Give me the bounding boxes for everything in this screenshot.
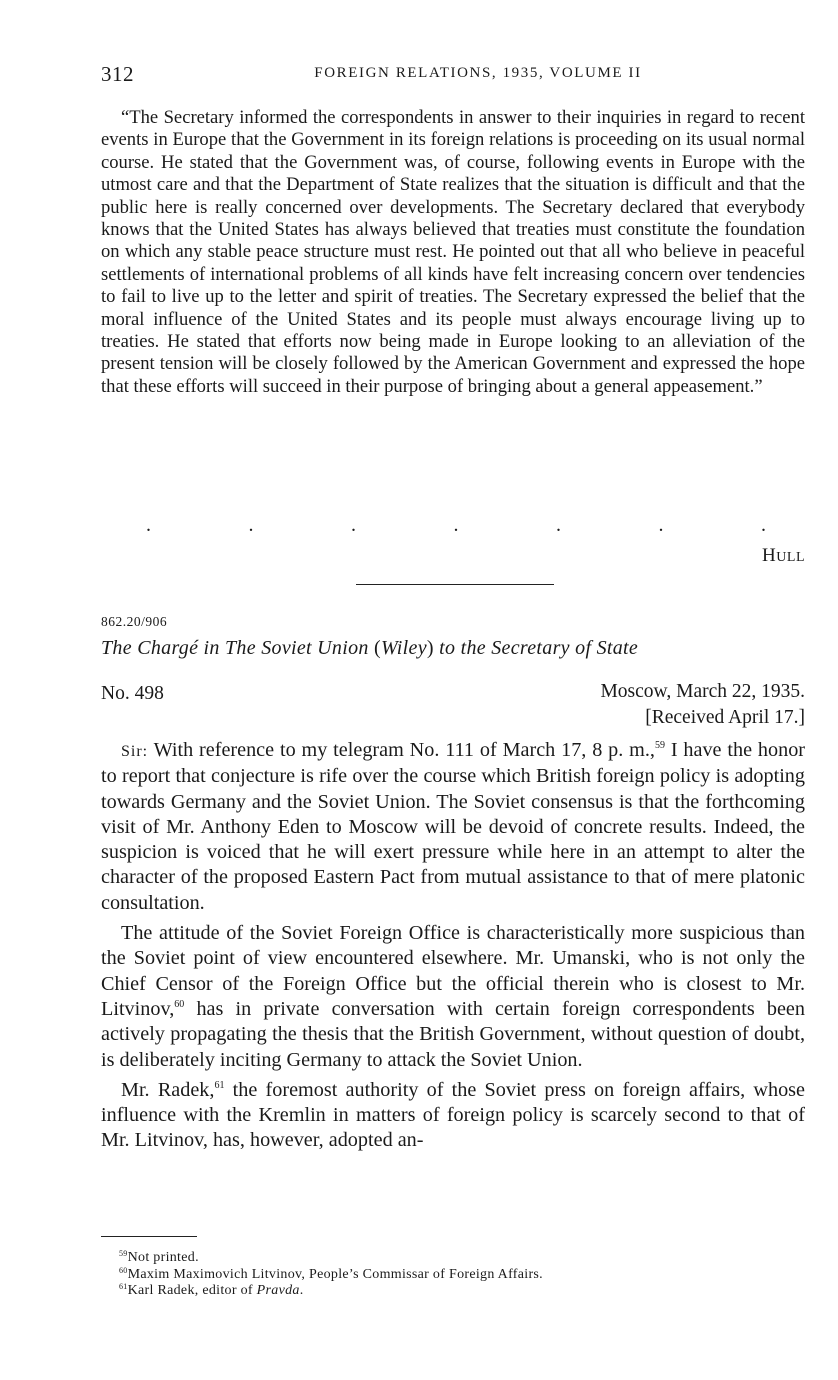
footnote-marker: 59: [119, 1249, 128, 1258]
footnote-ref-59: 59: [654, 740, 665, 751]
section-divider: [356, 584, 554, 585]
title-name: Wiley: [380, 637, 427, 659]
ellipsis-dot: .: [351, 514, 356, 536]
footnote-text-post: .: [299, 1283, 304, 1298]
paragraph-1-text-b: I have the honor to report that conjecture is rife over the course which British foreign policy is adopting towards Germany and the Soviet Union. The Soviet consensus is that the forthcoming visit of Mr. Anthony Eden to Moscow will be devoid of concrete results. Indeed, the suspicion is voiced that he will exert pressure while here in an attempt to alter the character of the proposed Eastern Pact from mutual assistance to that of mere platonic consultation.: [101, 739, 806, 914]
signature-initial: H: [762, 545, 777, 566]
paragraph-2-text-a: The attitude of the Soviet Foreign Office is characteristically more suspicious than the Soviet point of view encountered elsewhere. Mr. Umanski, who is not only the Chief Censor of the Foreign Office but the official therein who is closest to Mr. Litvinov,: [101, 922, 805, 1020]
footnote-text: Not printed.: [127, 1250, 199, 1265]
title-close-paren: ): [426, 637, 434, 659]
footnote-ref-60: 60: [174, 998, 185, 1010]
quoted-press-statement: “The Secretary informed the correspondents in answer to their inquiries in regard to recent events in Europe that the Government in its foreign relations is proceeding on its usual normal course. He stated that the Government was, of course, following events in Europe with the utmost care and that the Department of State realizes that the situation is difficult and that the public here is really concerned over developments. The Secretary declared that everybody knows that the United States has always believed that treaties must constitute the foundation on which any stable peace structure must rest. He pointed out that all who believe in peaceful settlements of international problems of all kinds have felt increasing concern over tendencies to fail to live up to the letter and spirit of treaties. The Secretary expressed the belief that the moral influence of the United States and its people must always encourage living up to treaties. He stated that efforts now being made in Europe looking to an alleviation of the present tension will be closely followed by the American Government and expressed the hope that these efforts will succeed in their purpose of bringing about a general appeasement.”: [101, 107, 805, 397]
page-number: 312: [101, 62, 134, 86]
ellipsis-dot: .: [248, 514, 254, 536]
footnote-marker: 60: [119, 1265, 128, 1275]
footnote-60: [119, 1267, 805, 1284]
document-title: [101, 637, 805, 660]
paragraph-2: [101, 921, 805, 1073]
document-number: No. 498: [101, 683, 164, 704]
signature-rest: ULL: [776, 550, 805, 565]
footnote-divider: [101, 1236, 197, 1237]
ellipsis-dot: .: [146, 514, 151, 536]
footnote-ref-61: 61: [214, 1079, 225, 1091]
footnote-marker: 61: [119, 1282, 128, 1291]
place-date: Moscow, March 22, 1935.: [600, 681, 805, 702]
received-date: [Received April 17.]: [645, 707, 805, 728]
despatch-body: [101, 738, 805, 1159]
footnote-text-italic: Pravda: [256, 1283, 300, 1298]
paragraph-3: [101, 1078, 805, 1154]
signature-hull: [762, 545, 805, 567]
footnote-text-pre: Karl Radek, editor of: [127, 1283, 257, 1298]
footnotes: [119, 1250, 805, 1300]
paragraph-3-text-b: the foremost authority of the Soviet press on foreign affairs, whose influence with the Kremlin in matters of foreign policy is scarcely second to that of Mr. Litvinov, has, however, adopted an-: [101, 1078, 805, 1152]
salutation: Sir:: [121, 743, 149, 760]
ellipsis-dots: [146, 515, 766, 535]
running-title: FOREIGN RELATIONS, 1935, VOLUME II: [314, 65, 642, 81]
page-header: [101, 62, 805, 88]
ellipsis-dot: .: [453, 514, 459, 536]
footnote-text: Maxim Maximovich Litvinov, People’s Commissar of Foreign Affairs.: [127, 1266, 543, 1282]
ellipsis-dot: .: [556, 514, 561, 536]
paragraph-1: [101, 738, 805, 916]
footnote-61: [119, 1283, 805, 1300]
title-pre: The Chargé in The Soviet Union: [101, 637, 374, 659]
ellipsis-dot: .: [658, 514, 664, 536]
footnote-59: [119, 1250, 805, 1267]
title-post: to the Secretary of State: [433, 637, 639, 659]
paragraph-3-text-a: Mr. Radek,: [121, 1078, 215, 1101]
title-open-paren: (: [373, 637, 381, 659]
paragraph-1-text-a: With reference to my telegram No. 111 of March 17, 8 p. m.,: [148, 739, 655, 761]
paragraph-2-text-b: has in private conversation with certain foreign correspondents been actively propagating the thesis that the British Government, without question of doubt, is deliberately inciting Germany to attack the Soviet Union.: [101, 997, 805, 1071]
file-number: 862.20/906: [101, 614, 168, 629]
ellipsis-dot: .: [761, 514, 766, 536]
